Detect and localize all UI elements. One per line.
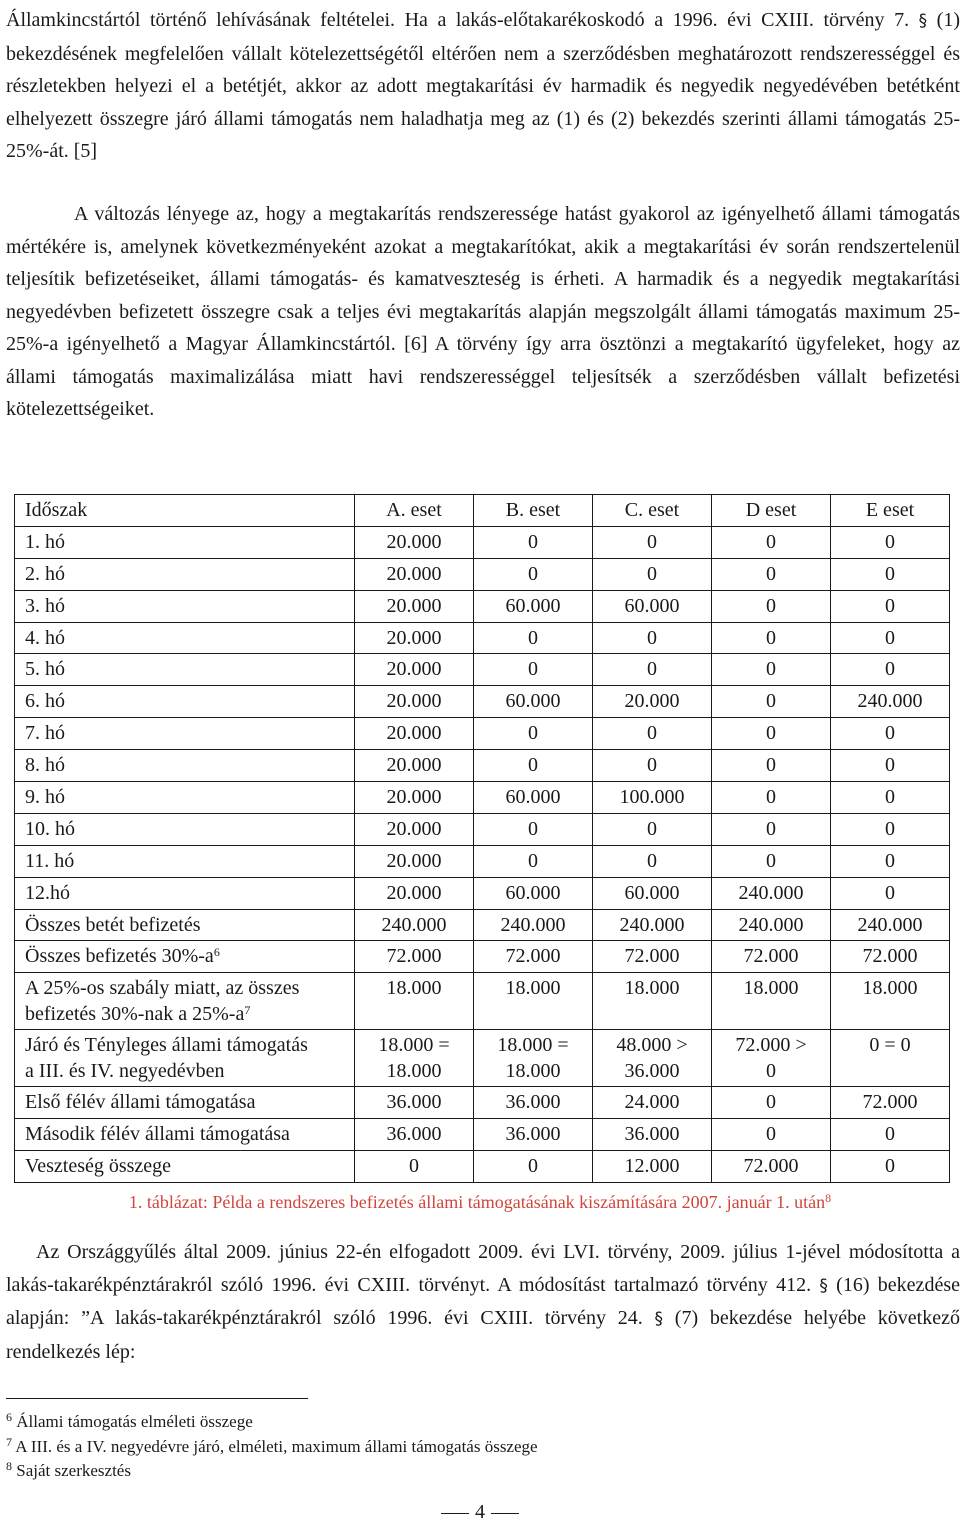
table-cell: 0 xyxy=(593,558,712,590)
row-label xyxy=(15,718,355,750)
table-cell: 0 xyxy=(712,622,831,654)
table-cell: 0 xyxy=(474,845,593,877)
table-cell: D eset xyxy=(712,495,831,527)
row-label-text: 10. hó xyxy=(25,817,75,840)
table-row xyxy=(15,813,950,845)
table-cell: 0 xyxy=(474,622,593,654)
table-cell: 20.000 xyxy=(355,813,474,845)
footnote-6 xyxy=(6,1410,906,1435)
table-cell: 72.000 xyxy=(474,941,593,973)
table-cell: 0 xyxy=(712,750,831,782)
row-label-text: 9. hó xyxy=(25,786,65,809)
table-cell: 0 xyxy=(593,526,712,558)
table-cell: 20.000 xyxy=(355,654,474,686)
row-label xyxy=(15,558,355,590)
table-cell: 72.000 xyxy=(831,1087,950,1119)
table-cell: 20.000 xyxy=(355,782,474,814)
page-number-dash xyxy=(441,1513,469,1514)
row-label xyxy=(15,941,355,973)
subsidy-table xyxy=(14,494,950,1183)
table-row xyxy=(15,1087,950,1119)
table-cell: 72.000 xyxy=(831,941,950,973)
table-cell: 20.000 xyxy=(355,622,474,654)
row-label xyxy=(15,1151,355,1183)
page-number-dash xyxy=(491,1513,519,1514)
footnote-ref: 7 xyxy=(244,1003,251,1018)
table-cell: 0 xyxy=(831,813,950,845)
row-label xyxy=(15,1087,355,1119)
footnote-text: A III. és a IV. negyedévre járó, elméleti, maximum állami támogatás összege xyxy=(12,1436,538,1456)
row-label xyxy=(15,845,355,877)
row-label-text: 2. hó xyxy=(25,562,65,585)
footnote-number: 8 xyxy=(6,1459,12,1473)
table-cell: 0 xyxy=(474,750,593,782)
row-label-text: Járó és Tényleges állami támogatás a III. és IV. negyedévben xyxy=(25,1034,308,1083)
row-label-text: 11. hó xyxy=(25,849,75,872)
table-cell: 60.000 xyxy=(474,877,593,909)
table-cell: 0 xyxy=(831,877,950,909)
paragraph-text: (16) bekezdése alapján: ”A lakás-takarékpénztárakról szóló 1996. évi CXIII. törvény 24. xyxy=(6,1273,960,1329)
row-label xyxy=(15,590,355,622)
row-label xyxy=(15,1119,355,1151)
section-sign: § xyxy=(654,1309,664,1329)
table-cell: 60.000 xyxy=(593,590,712,622)
table-cell: A. eset xyxy=(355,495,474,527)
row-label-text: 3. hó xyxy=(25,594,65,617)
table-cell: 240.000 xyxy=(712,877,831,909)
table-cell: 0 xyxy=(593,845,712,877)
table-cell: 0 xyxy=(831,750,950,782)
table-cell: 0 xyxy=(593,654,712,686)
row-label-text: Második félév állami támogatása xyxy=(25,1123,290,1146)
table-row xyxy=(15,941,950,973)
table-cell: C. eset xyxy=(593,495,712,527)
table-row xyxy=(15,750,950,782)
row-label xyxy=(15,686,355,718)
section-sign: § xyxy=(819,1275,828,1296)
row-label-text: A 25%-os szabály miatt, az összes befizetés 30%-nak a 25%-a xyxy=(25,977,300,1026)
paragraph-change xyxy=(6,198,960,426)
table-cell: 60.000 xyxy=(593,877,712,909)
table-cell: 0 xyxy=(831,845,950,877)
table-cell: 0 xyxy=(712,654,831,686)
table-cell: 0 xyxy=(831,558,950,590)
paragraph-intro xyxy=(6,4,960,168)
footnote-ref: 6 xyxy=(213,945,220,960)
table-cell: 0 xyxy=(831,590,950,622)
paragraph-text: (1) bekezdésének megfelelően vállalt kötelezettségétől eltérően nem a szerződésben meghatározott rendszerességgel és részletekben helyezi el a betétjét, akkor az adott megtakarítási év harmadik és negyedik negyedévében betétként elhelyezett összegre járó állami támogatás nem haladhatja meg az (1) és (2) bekezdés szerinti állami támogatás 25-25%-át. [5] xyxy=(6,9,960,162)
footnote-7 xyxy=(6,1435,906,1460)
row-label-text: 7. hó xyxy=(25,722,65,745)
table-cell: 18.000 = 18.000 xyxy=(355,1030,474,1087)
table-cell: 60.000 xyxy=(474,686,593,718)
table-cell: 20.000 xyxy=(355,558,474,590)
table-cell: 0 xyxy=(831,1151,950,1183)
paragraph-text: Államkincstártól történő lehívásának feltételei. Ha a lakás-előtakarékoskodó a 1996. évi CXIII. törvény 7. xyxy=(6,9,919,31)
row-label-text: Összes betét befizetés xyxy=(25,913,201,936)
row-label-text: 6. hó xyxy=(25,690,65,713)
row-label xyxy=(15,526,355,558)
row-label xyxy=(15,782,355,814)
table-cell: 240.000 xyxy=(831,686,950,718)
table-cell: 0 xyxy=(712,686,831,718)
table-cell: 18.000 xyxy=(355,973,474,1030)
caption-text: 1. táblázat: Példa a rendszeres befizetés állami támogatásának kiszámítására 2007. január 1. után xyxy=(128,1192,826,1212)
table-cell: 0 xyxy=(474,718,593,750)
table-row xyxy=(15,973,950,1030)
paragraph-text: (7) bekezdése helyébe következő rendelkezés lép: xyxy=(6,1307,960,1363)
table-cell: 240.000 xyxy=(593,909,712,941)
table-cell: 240.000 xyxy=(712,909,831,941)
row-label xyxy=(15,622,355,654)
row-label xyxy=(15,750,355,782)
table-row xyxy=(15,1030,950,1087)
table-cell: 0 xyxy=(474,1151,593,1183)
page-number xyxy=(0,1501,960,1524)
table-cell: 0 xyxy=(712,590,831,622)
row-label-text: 4. hó xyxy=(25,626,65,649)
table-cell: 36.000 xyxy=(355,1087,474,1119)
table-cell: 20.000 xyxy=(355,877,474,909)
table-cell: 60.000 xyxy=(474,590,593,622)
table-cell: 0 xyxy=(355,1151,474,1183)
table-cell: 20.000 xyxy=(355,526,474,558)
table-row xyxy=(15,526,950,558)
table-cell: 18.000 xyxy=(474,973,593,1030)
table-row xyxy=(15,782,950,814)
caption-footnote-ref: 8 xyxy=(825,1191,832,1205)
table-row xyxy=(15,558,950,590)
table-cell: 18.000 xyxy=(831,973,950,1030)
row-label xyxy=(15,495,355,527)
table-cell: 0 xyxy=(474,526,593,558)
table-cell: 240.000 xyxy=(831,909,950,941)
table-cell: 0 xyxy=(593,718,712,750)
footnote-8 xyxy=(6,1459,906,1484)
row-label-text: Veszteség összege xyxy=(25,1155,172,1178)
table-cell: 20.000 xyxy=(355,590,474,622)
table-cell: 72.000 xyxy=(712,1151,831,1183)
table-cell: 36.000 xyxy=(474,1087,593,1119)
table-cell: 0 xyxy=(712,782,831,814)
footnote-number: 7 xyxy=(6,1434,12,1449)
table-cell: 0 xyxy=(474,813,593,845)
table-cell: 72.000 > 0 xyxy=(712,1030,831,1087)
row-label-text: 12.hó xyxy=(25,881,70,904)
table-cell: 20.000 xyxy=(355,718,474,750)
table-row xyxy=(15,718,950,750)
table-cell: B. eset xyxy=(474,495,593,527)
table-row xyxy=(15,1151,950,1183)
row-label-text: 8. hó xyxy=(25,754,65,777)
row-label xyxy=(15,813,355,845)
row-label-text: Összes befizetés 30%-a xyxy=(25,945,214,968)
paragraph-amendment xyxy=(6,1236,960,1368)
footnotes xyxy=(6,1410,906,1484)
table-cell: 20.000 xyxy=(593,686,712,718)
footnote-separator xyxy=(6,1398,308,1399)
table-cell: 0 xyxy=(831,782,950,814)
row-label-text: 1. hó xyxy=(25,530,65,553)
table-cell: 0 xyxy=(712,845,831,877)
table-cell: 0 xyxy=(712,558,831,590)
table-cell: 60.000 xyxy=(474,782,593,814)
table-row xyxy=(15,622,950,654)
footnote-text: Saját szerkesztés xyxy=(12,1461,131,1480)
table-cell: 0 xyxy=(712,1119,831,1151)
table-cell: 0 xyxy=(593,750,712,782)
table-row xyxy=(15,590,950,622)
table-cell: 0 xyxy=(712,1087,831,1119)
table-row xyxy=(15,1119,950,1151)
table-row xyxy=(15,909,950,941)
paragraph-text: Az Országgyűlés által 2009. június 22-én elfogadott 2009. évi LVI. törvény, 2009. július 1-jével módosította a lakás-takarékpénztárakról szóló 1996. évi CXIII. törvényt. A módosítást tartalmazó törvény 412. xyxy=(6,1241,960,1296)
table-cell: 36.000 xyxy=(355,1119,474,1151)
table-cell: 72.000 xyxy=(355,941,474,973)
row-label-text: Első félév állami támogatása xyxy=(25,1091,256,1114)
row-label-text: 5. hó xyxy=(25,658,65,681)
row-label xyxy=(15,909,355,941)
table-cell: 12.000 xyxy=(593,1151,712,1183)
table-cell: 0 xyxy=(474,654,593,686)
table-cell: 20.000 xyxy=(355,686,474,718)
table-cell: 36.000 xyxy=(593,1119,712,1151)
table-cell: 0 xyxy=(831,654,950,686)
footnote-text: Állami támogatás elméleti összege xyxy=(12,1412,253,1431)
row-label xyxy=(15,973,355,1030)
table-cell: 0 xyxy=(474,558,593,590)
table-cell: 0 = 0 xyxy=(831,1030,950,1087)
table-cell: 0 xyxy=(831,526,950,558)
row-label xyxy=(15,1030,355,1087)
table-cell: 18.000 xyxy=(593,973,712,1030)
table-cell: 0 xyxy=(593,813,712,845)
row-label xyxy=(15,877,355,909)
table-cell: 0 xyxy=(712,813,831,845)
table-cell: 20.000 xyxy=(355,750,474,782)
section-sign: § xyxy=(918,11,928,31)
table-cell: 24.000 xyxy=(593,1087,712,1119)
footnote-number: 6 xyxy=(6,1410,12,1424)
page-number-value: 4 xyxy=(475,1501,485,1523)
table-cell: 20.000 xyxy=(355,845,474,877)
table-cell: 240.000 xyxy=(474,909,593,941)
row-label-text: Időszak xyxy=(25,499,88,521)
table-cell: E eset xyxy=(831,495,950,527)
table-cell: 0 xyxy=(712,526,831,558)
table-cell: 0 xyxy=(831,718,950,750)
table-cell: 0 xyxy=(712,718,831,750)
table-row xyxy=(15,877,950,909)
table-cell: 0 xyxy=(593,622,712,654)
table-row xyxy=(15,845,950,877)
table-row xyxy=(15,686,950,718)
table-cell: 72.000 xyxy=(712,941,831,973)
table-row xyxy=(15,654,950,686)
table-cell: 72.000 xyxy=(593,941,712,973)
table-cell: 100.000 xyxy=(593,782,712,814)
row-label xyxy=(15,654,355,686)
table-header xyxy=(15,495,950,527)
paragraph-text: A változás lényege az, hogy a megtakarítás rendszeressége hatást gyakorol az igényelhető állami támogatás mértékére is, amelynek következményeként azokat a megtakarítókat, akik a megtakarítási év során rendszertelenül teljesítik befizetéseiket, állami támogatás- és kamatveszteség is érheti. A harmadik és a negyedik megtakarítási negyedévben befizetett összegre csak a teljes évi megtakarítás alapján megszolgált állami támogatás maximum 25-25%-a igényelhető a Magyar Államkincstártól. [6] A törvény így arra ösztönzi a megtakarító ügyfeleket, hogy az állami támogatás maximalizálása miatt havi rendszerességgel teljesítsék a szerződésben vállalt befizetési kötelezettségeiket. xyxy=(6,203,960,420)
table-cell: 0 xyxy=(831,1119,950,1151)
table-cell: 48.000 > 36.000 xyxy=(593,1030,712,1087)
table-cell: 36.000 xyxy=(474,1119,593,1151)
table-cell: 240.000 xyxy=(355,909,474,941)
table-cell: 18.000 xyxy=(712,973,831,1030)
table-caption xyxy=(0,1189,960,1215)
table-cell: 0 xyxy=(831,622,950,654)
table-cell: 18.000 = 18.000 xyxy=(474,1030,593,1087)
